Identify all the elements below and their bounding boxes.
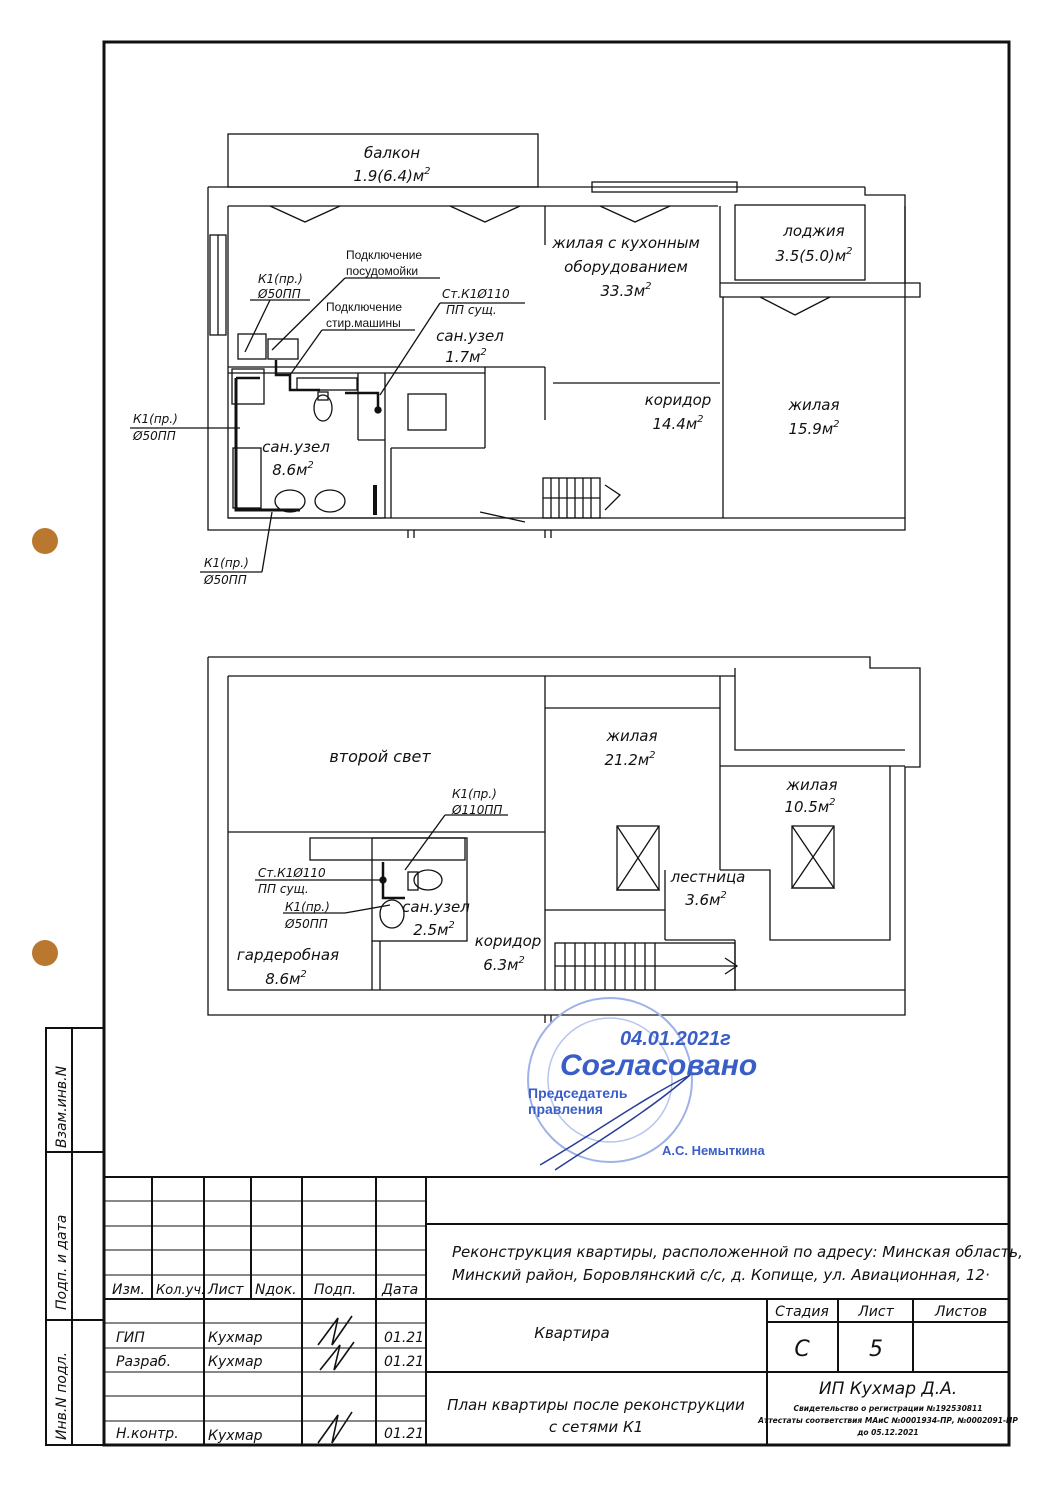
kitchen-living-label-2: оборудованием xyxy=(564,258,688,276)
k1-note-b-2: Ø50ПП xyxy=(133,429,176,443)
binder-hole-top xyxy=(32,528,58,554)
corridor-area: 14.4м xyxy=(652,415,698,433)
wc2-name: сан.узел xyxy=(402,898,470,916)
sheet-label: Лист xyxy=(858,1304,894,1320)
stairs-area-sup: 2 xyxy=(720,890,727,901)
k1-note-a-2: Ø50ПП xyxy=(258,287,301,301)
washer-note-1: Подключение xyxy=(326,300,403,314)
side-stamp-vzam: Взам.инв.N xyxy=(54,1065,70,1148)
svg-text:3.5(5.0)м2 xyxy=(775,246,852,265)
wardrobe-area-sup: 2 xyxy=(300,969,307,980)
sheets-label: Листов xyxy=(934,1304,988,1320)
dishwasher-note-1: Подключение xyxy=(346,248,423,262)
living-b-area: 10.5м xyxy=(784,798,830,816)
svg-text:8.6м2 xyxy=(272,460,314,479)
header-kol: Кол.уч. xyxy=(156,1283,206,1298)
corridor-name: коридор xyxy=(644,391,712,409)
k1-note-b-1: К1(пр.) xyxy=(133,412,178,426)
stack-note-1: Ст.К1Ø110 xyxy=(442,287,510,301)
row-2-date: 01.21 xyxy=(384,1354,425,1370)
row-2-role: Разраб. xyxy=(116,1354,172,1370)
kitchen-living-label-1: жилая с кухонным xyxy=(552,234,700,252)
balcony-name: балкон xyxy=(363,144,421,162)
binder-hole-bottom xyxy=(32,940,58,966)
living-name: жилая xyxy=(788,396,840,414)
wc-big-area-sup: 2 xyxy=(307,460,314,471)
svg-text:3.6м2 xyxy=(685,890,727,909)
corridor2-area: 6.3м xyxy=(483,956,519,974)
header-izm: Изм. xyxy=(112,1282,145,1298)
approval-person: А.С. Немыткина xyxy=(662,1143,765,1158)
k1-note-a-1: К1(пр.) xyxy=(258,272,303,286)
svg-text:1.7м2 xyxy=(445,347,487,366)
stage-label: Стадия xyxy=(775,1304,829,1320)
header-data: Дата xyxy=(382,1282,419,1298)
living-area-sup: 2 xyxy=(833,419,840,430)
sheet-value: 5 xyxy=(869,1337,883,1362)
kitchen-living-area: 33.3м xyxy=(600,282,646,300)
wc-small-name: сан.узел xyxy=(436,327,504,345)
balcony-area-sup: 2 xyxy=(424,166,431,177)
row-3-date: 01.21 xyxy=(384,1426,425,1442)
company-line-2: Свидетельство о регистрации №192530811 xyxy=(793,1404,983,1413)
stack2-note-2: ПП сущ. xyxy=(258,882,309,896)
svg-text:8.6м2 xyxy=(265,969,307,988)
svg-text:6.3м2 xyxy=(483,955,525,974)
company-line-3: Аттестаты соответствия МАиС №0001934-ПР, №0002091-ПР xyxy=(758,1416,1018,1425)
drawing-title-1: План квартиры после реконструкции xyxy=(447,1396,745,1414)
row-2-name: Кухмар xyxy=(208,1354,263,1370)
row-3-name: Кухмар xyxy=(208,1428,263,1444)
sheet-frame xyxy=(104,42,1009,1445)
loggia-area: 3.5(5.0)м xyxy=(775,247,847,265)
living-a-area-sup: 2 xyxy=(649,750,656,761)
k1-note-c-2: Ø50ПП xyxy=(204,573,247,587)
dishwasher-note-2: посудомойки xyxy=(346,264,419,278)
svg-text:15.9м2 xyxy=(788,419,839,438)
stairs-name: лестница xyxy=(670,868,746,886)
living-a-name: жилая xyxy=(606,727,658,745)
k1-50-note-2: Ø50ПП xyxy=(285,917,328,931)
header-list: Лист xyxy=(208,1282,244,1298)
svg-text:21.2м2 xyxy=(604,750,655,769)
balcony-area: 1.9(6.4)м xyxy=(353,167,425,185)
wc-big-area: 8.6м xyxy=(272,461,308,479)
k1-50-note-1: К1(пр.) xyxy=(285,900,330,914)
living-b-name: жилая xyxy=(786,776,838,794)
svg-text:10.5м2 xyxy=(784,797,835,816)
first-floor-plan xyxy=(130,134,920,572)
living-a-area: 21.2м xyxy=(604,751,650,769)
approval-position-1: Председатель xyxy=(528,1085,628,1101)
svg-text:1.9(6.4)м2 xyxy=(353,166,430,185)
loggia-name: лоджия xyxy=(783,222,845,240)
stack-note-2: ПП сущ. xyxy=(446,303,497,317)
company-line-4: до 05.12.2021 xyxy=(857,1428,919,1437)
wc-big-name: сан.узел xyxy=(262,438,330,456)
corridor2-name: коридор xyxy=(474,932,542,950)
side-stamp-inv: Инв.N подл. xyxy=(54,1351,70,1440)
svg-text:14.4м2 xyxy=(652,414,703,433)
kitchen-living-area-sup: 2 xyxy=(645,281,652,292)
first-floor-labels xyxy=(132,144,853,587)
svg-text:33.3м2 xyxy=(600,281,651,300)
company-name: ИП Кухмар Д.А. xyxy=(818,1379,958,1399)
approval-position-2: правления xyxy=(528,1101,603,1117)
stack2-note-1: Ст.К1Ø110 xyxy=(258,866,326,880)
side-stamp-podp: Подп. и дата xyxy=(54,1214,70,1310)
wardrobe-area: 8.6м xyxy=(265,970,301,988)
loggia-area-sup: 2 xyxy=(846,246,853,257)
washer-note-2: стир.машины xyxy=(326,316,401,330)
second-light-label: второй свет xyxy=(329,747,431,766)
approval-stamp xyxy=(528,998,765,1170)
stairs-area: 3.6м xyxy=(685,891,721,909)
object-label: Квартира xyxy=(534,1324,610,1342)
corridor-area-sup: 2 xyxy=(697,414,704,425)
header-ndok: Nдок. xyxy=(255,1282,297,1298)
row-3-role: Н.контр. xyxy=(116,1426,179,1442)
wc2-area: 2.5м xyxy=(413,921,449,939)
row-1-role: ГИП xyxy=(116,1330,145,1346)
living-area: 15.9м xyxy=(788,420,834,438)
approval-signature: Согласовано xyxy=(560,1049,758,1082)
wc-small-area-sup: 2 xyxy=(480,347,487,358)
hand-signatures xyxy=(318,1316,354,1443)
second-floor-plan xyxy=(208,657,920,1023)
row-1-date: 01.21 xyxy=(384,1330,425,1346)
living-b-area-sup: 2 xyxy=(829,797,836,808)
corridor2-area-sup: 2 xyxy=(518,955,525,966)
wc2-area-sup: 2 xyxy=(448,920,455,931)
k1-110-note-2: Ø110ПП xyxy=(452,803,503,817)
stage-value: С xyxy=(794,1337,810,1362)
svg-text:2.5м2 xyxy=(413,920,455,939)
k1-110-note-1: К1(пр.) xyxy=(452,787,497,801)
project-line-1: Реконструкция квартиры, расположенной по адресу: Минская область, xyxy=(452,1243,1023,1261)
row-1-name: Кухмар xyxy=(208,1330,263,1346)
k1-note-c-1: К1(пр.) xyxy=(204,556,249,570)
wardrobe-name: гардеробная xyxy=(236,946,340,964)
header-podp: Подп. xyxy=(314,1282,357,1298)
drawing-title-2: с сетями К1 xyxy=(548,1418,644,1436)
approval-date: 04.01.2021г xyxy=(620,1028,731,1050)
wc-small-area: 1.7м xyxy=(445,348,481,366)
project-line-2: Минский район, Боровлянский с/с, д. Копище, ул. Авиационная, 12· xyxy=(452,1266,990,1284)
